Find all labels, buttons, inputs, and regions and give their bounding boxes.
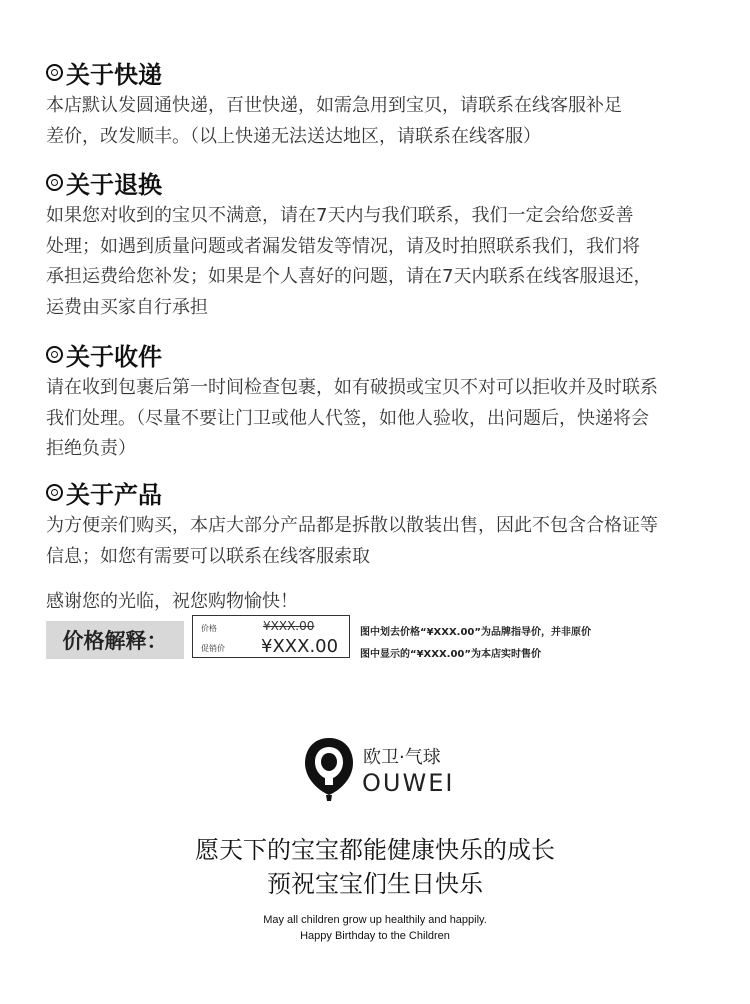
section-products <box>46 475 726 572</box>
paragraph-line: 处理；如遇到质量问题或者漏发错发等情况，请及时拍照联系我们，我们将 <box>46 235 640 257</box>
paragraph-line: 运费由买家自行承担 <box>46 296 208 318</box>
bullet-circle-icon <box>46 484 63 501</box>
section-heading <box>46 337 726 371</box>
section-heading <box>46 165 726 199</box>
slogan-en-line-2: Happy Birthday to the Children <box>300 930 450 942</box>
paragraph-line: 为方便亲们购买，本店大部分产品都是拆散以散装出售，因此不包含合格证等 <box>46 515 658 536</box>
price-tag-sample <box>192 615 350 658</box>
tag-price-label: 价格 <box>201 624 217 633</box>
section-title: 关于快递 <box>66 60 162 89</box>
section-heading <box>46 475 726 509</box>
price-note-actual: 图中显示的“¥XXX.00”为本店实时售价 <box>360 649 541 660</box>
tag-promo-label: 促销价 <box>201 644 225 653</box>
bullet-circle-icon <box>46 346 63 363</box>
paragraph-line: 如果您对收到的宝贝不满意，请在7天内与我们联系，我们一定会给您妥善 <box>46 205 634 226</box>
thanks-text: 感谢您的光临，祝您购物愉快！ <box>46 591 298 612</box>
section-returns <box>46 165 726 323</box>
tag-original-price: ¥XXX.00 <box>263 619 315 633</box>
paragraph-line: 本店默认发圆通快递，百世快递，如需急用到宝贝，请联系在线客服补足 <box>46 95 622 116</box>
slogan-line-2: 预祝宝宝们生日快乐 <box>267 870 483 898</box>
paragraph-line: 请在收到包裹后第一时间检查包裹，如有破损或宝贝不对可以拒收并及时联系 <box>46 377 658 398</box>
section-title: 关于收件 <box>66 342 162 371</box>
paragraph-line: 拒绝负责） <box>46 438 136 459</box>
balloon-logo-icon <box>300 735 358 805</box>
section-express <box>46 55 726 152</box>
brand-name-en: OUWEI <box>362 769 455 797</box>
paragraph-line: 我们处理。（尽量不要让门卫或他人代签，如他人验收，出问题后，快递将会 <box>46 407 649 429</box>
section-title: 关于产品 <box>66 480 162 509</box>
section-receiving <box>46 337 726 465</box>
slogan-en-line-1: May all children grow up healthily and happily. <box>263 914 487 926</box>
price-explain-label: 价格解释： <box>46 621 184 659</box>
brand-logo <box>298 735 498 805</box>
paragraph-line: 信息；如您有需要可以联系在线客服索取 <box>46 545 370 567</box>
paragraph-line: 承担运费给您补发；如果是个人喜好的问题，请在7天内联系在线客服退还， <box>46 266 652 287</box>
brand-name-cn: 欧卫·气球 <box>363 747 441 768</box>
tag-promo-price: ¥XXX.00 <box>261 636 339 657</box>
slogan-line-1: 愿天下的宝宝都能健康快乐的成长 <box>195 836 555 864</box>
paragraph-line: 差价，改发顺丰。（以上快递无法送达地区，请联系在线客服） <box>46 125 541 147</box>
section-title: 关于退换 <box>66 170 162 199</box>
bullet-circle-icon <box>46 174 63 191</box>
section-heading <box>46 55 726 89</box>
price-note-guide: 图中划去价格“¥XXX.00”为品牌指导价，并非原价 <box>360 627 591 638</box>
bullet-circle-icon <box>46 64 63 81</box>
